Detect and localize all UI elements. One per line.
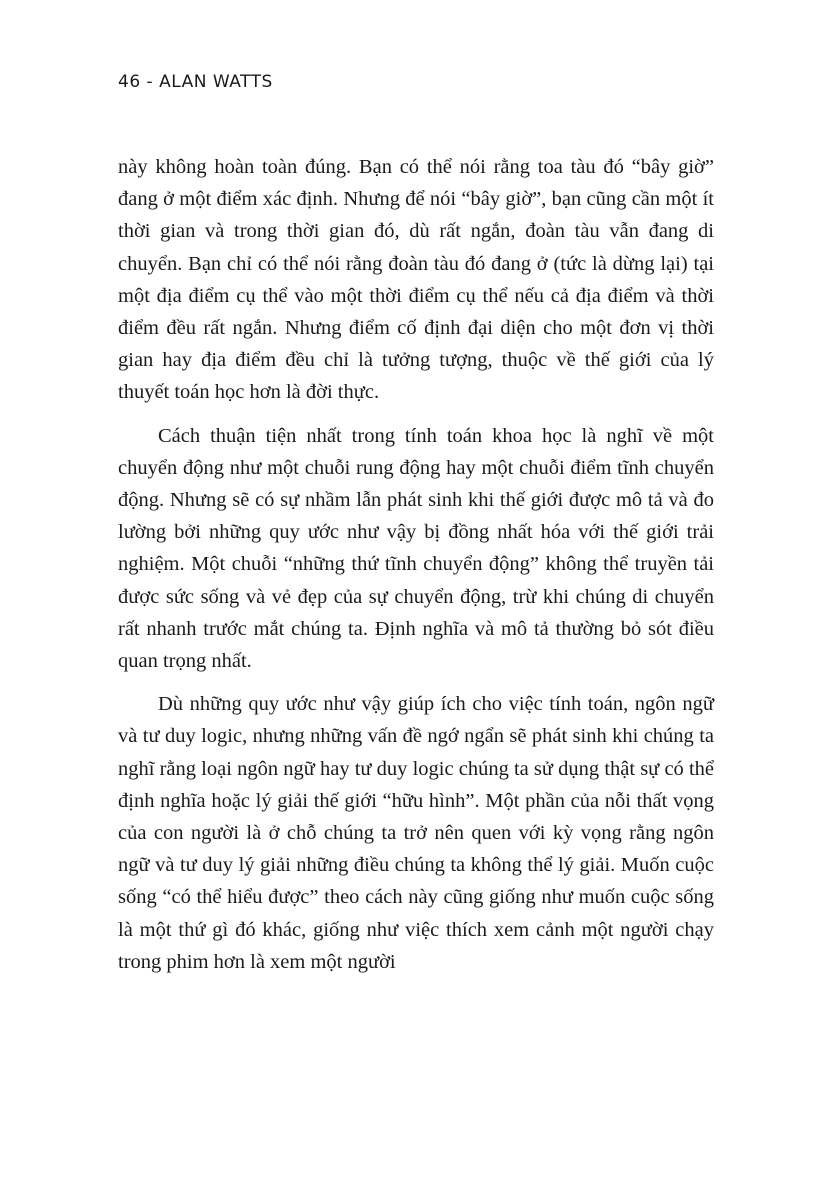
- running-head: 46 - ALAN WATTS: [118, 72, 273, 92]
- paragraph: Dù những quy ước như vậy giúp ích cho việc tính toán, ngôn ngữ và tư duy logic, nhưng những vấn đề ngớ ngẩn sẽ phát sinh khi chúng ta nghĩ rằng loại ngôn ngữ hay tư duy logic chúng ta sử dụng thật sự có thể định nghĩa hoặc lý giải thế giới “hữu hình”. Một phần của nỗi thất vọng của con người là ở chỗ chúng ta trở nên quen với kỳ vọng rằng ngôn ngữ và tư duy lý giải những điều chúng ta không thể lý giải. Muốn cuộc sống “có thể hiểu được” theo cách này cũng giống như muốn cuộc sống là một thứ gì đó khác, giống như việc thích xem cảnh một người chạy trong phim hơn là xem một người: [118, 693, 714, 973]
- paragraph-continuation: này không hoàn toàn đúng. Bạn có thể nói rằng toa tàu đó “bây giờ” đang ở một điểm xác định. Nhưng để nói “bây giờ”, bạn cũng cần một ít thời gian và trong thời gian đó, dù rất ngắn, đoàn tàu vẫn đang di chuyển. Bạn chỉ có thể nói rằng đoàn tàu đó đang ở (tức là dừng lại) tại một địa điểm cụ thể vào một thời điểm cụ thể nếu cả địa điểm và thời điểm đều rất ngắn. Nhưng điểm cố định đại diện cho một đơn vị thời gian hay địa điểm đều chỉ là tưởng tượng, thuộc về thế giới của lý thuyết toán học hơn là đời thực.: [118, 156, 714, 404]
- paragraph: Cách thuận tiện nhất trong tính toán khoa học là nghĩ về một chuyển động như một chuỗi rung động hay một chuỗi điểm tĩnh chuyển động. Nhưng sẽ có sự nhầm lẫn phát sinh khi thế giới được mô tả và đo lường bởi những quy ước như vậy bị đồng nhất hóa với thế giới trải nghiệm. Một chuỗi “những thứ tĩnh chuyển động” không thể truyền tải được sức sống và vẻ đẹp của sự chuyển động, trừ khi chúng di chuyển rất nhanh trước mắt chúng ta. Định nghĩa và mô tả thường bỏ sót điều quan trọng nhất.: [118, 424, 714, 673]
- body-text: [118, 151, 714, 989]
